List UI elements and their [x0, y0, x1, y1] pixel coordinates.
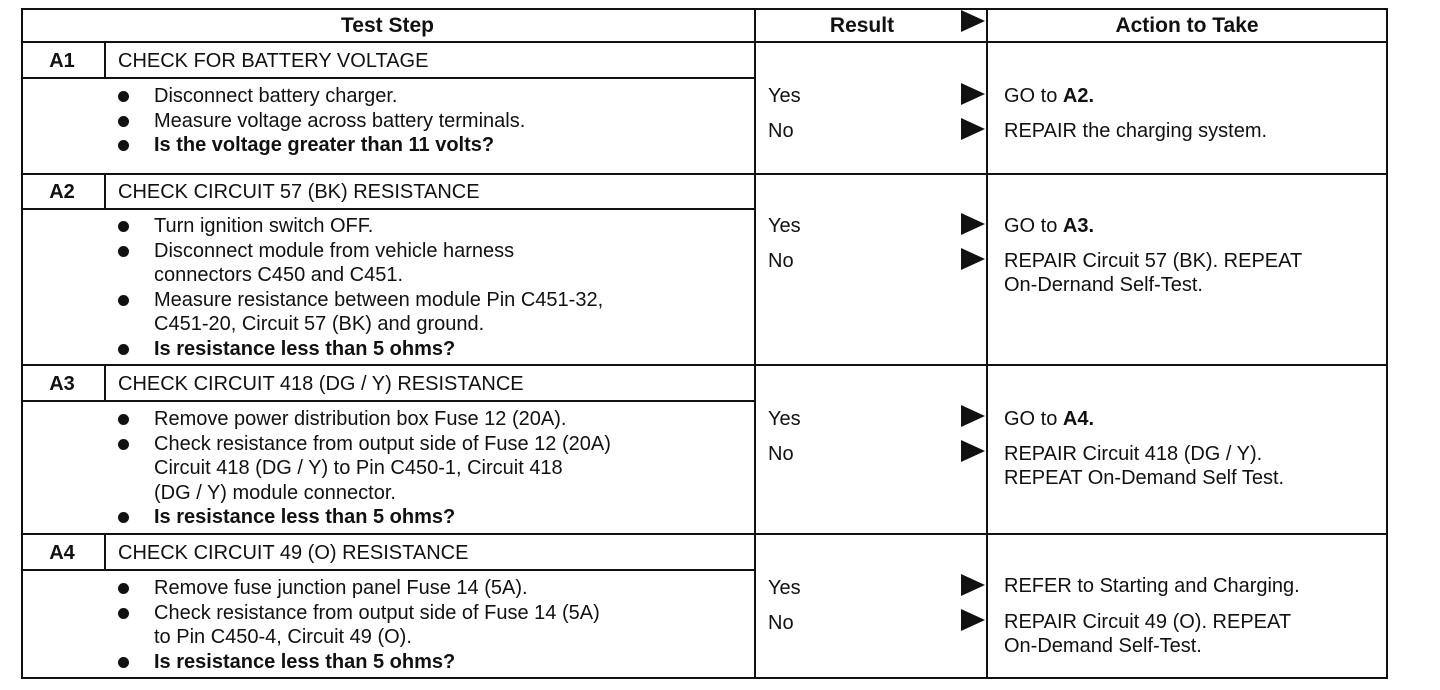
table-left-border	[21, 8, 23, 679]
table-top-border	[21, 8, 1388, 10]
bullet-icon	[118, 657, 129, 668]
action-yes: REFER to Starting and Charging.	[1004, 575, 1300, 597]
step-id: A2	[49, 181, 75, 203]
list-item: Turn ignition switch OFF.	[112, 214, 752, 239]
step-bottom-border	[21, 173, 1388, 175]
table-right-border	[1386, 8, 1388, 679]
step-id: A1	[49, 50, 75, 72]
step-id-divider	[104, 366, 106, 400]
step-bullet-list	[112, 576, 752, 674]
action-yes: GO to A4.	[1004, 408, 1095, 430]
step-id: A3	[49, 373, 75, 395]
table-bottom-border	[21, 677, 1388, 679]
result-no: No	[768, 612, 794, 634]
list-item: Check resistance from output side of Fuse 14 (5A) to Pin C450-4, Circuit 49 (O).	[112, 601, 752, 650]
step-id: A4	[49, 542, 75, 564]
step-title: CHECK CIRCUIT 57 (BK) RESISTANCE	[118, 181, 480, 203]
action-yes: GO to A3.	[1004, 215, 1095, 237]
arrow-right-icon	[961, 405, 985, 427]
step-id-divider	[104, 535, 106, 569]
action-no: REPAIR the charging system.	[1004, 120, 1268, 142]
arrow-right-icon	[961, 574, 985, 596]
arrow-right-icon	[961, 213, 985, 235]
step-question: Is the voltage greater than 11 volts?	[112, 133, 752, 158]
result-column-left-border	[754, 8, 756, 679]
bullet-icon	[118, 439, 129, 450]
action-no: REPAIR Circuit 57 (BK). REPEAT On-Dernand Self-Test.	[1004, 250, 1303, 296]
bullet-icon	[118, 295, 129, 306]
step-question: Is resistance less than 5 ohms?	[112, 505, 752, 530]
step-question: Is resistance less than 5 ohms?	[112, 337, 752, 362]
result-yes: Yes	[768, 85, 801, 107]
step-bottom-border	[21, 364, 1388, 366]
bullet-icon	[118, 91, 129, 102]
step-title: CHECK FOR BATTERY VOLTAGE	[118, 50, 429, 72]
bullet-icon	[118, 140, 129, 151]
result-yes: Yes	[768, 215, 801, 237]
arrow-right-icon	[961, 248, 985, 270]
bullet-icon	[118, 116, 129, 127]
action-yes: GO to A2.	[1004, 85, 1095, 107]
result-no: No	[768, 443, 794, 465]
step-title: CHECK CIRCUIT 49 (O) RESISTANCE	[118, 542, 469, 564]
result-no: No	[768, 250, 794, 272]
header-action: Action to Take	[1115, 14, 1259, 37]
bullet-icon	[118, 512, 129, 523]
list-item: Check resistance from output side of Fuse 12 (20A) Circuit 418 (DG / Y) to Pin C450-1, Circuit 418 (DG / Y) module connector.	[112, 432, 752, 506]
list-item: Measure voltage across battery terminals.	[112, 109, 752, 134]
step-bottom-border	[21, 533, 1388, 535]
step-bullet-list	[112, 84, 752, 158]
step-bullet-list	[112, 407, 752, 530]
list-item: Remove fuse junction panel Fuse 14 (5A).	[112, 576, 752, 601]
bullet-icon	[118, 221, 129, 232]
arrow-right-icon	[961, 83, 985, 105]
step-title-bottom-border	[21, 400, 756, 402]
result-no: No	[768, 120, 794, 142]
step-question: Is resistance less than 5 ohms?	[112, 650, 752, 675]
arrow-right-icon	[961, 440, 985, 462]
header-result: Result	[829, 14, 895, 37]
list-item: Disconnect battery charger.	[112, 84, 752, 109]
bullet-icon	[118, 608, 129, 619]
action-column-left-border	[986, 8, 988, 679]
bullet-icon	[118, 414, 129, 425]
header-test-step: Test Step	[341, 14, 434, 37]
step-title-bottom-border	[21, 208, 756, 210]
arrow-right-icon	[961, 118, 985, 140]
result-yes: Yes	[768, 577, 801, 599]
result-yes: Yes	[768, 408, 801, 430]
step-title-bottom-border	[21, 569, 756, 571]
step-id-divider	[104, 43, 106, 77]
header-bottom-border	[21, 41, 1388, 43]
bullet-icon	[118, 583, 129, 594]
step-title-bottom-border	[21, 77, 756, 79]
step-bullet-list	[112, 214, 752, 361]
step-title: CHECK CIRCUIT 418 (DG / Y) RESISTANCE	[118, 373, 524, 395]
action-no: REPAIR Circuit 418 (DG / Y). REPEAT On-Demand Self Test.	[1004, 443, 1285, 489]
list-item: Measure resistance between module Pin C451-32, C451-20, Circuit 57 (BK) and ground.	[112, 288, 752, 337]
action-no: REPAIR Circuit 49 (O). REPEAT On-Demand Self-Test.	[1004, 611, 1292, 657]
bullet-icon	[118, 344, 129, 355]
list-item: Disconnect module from vehicle harness connectors C450 and C451.	[112, 239, 752, 288]
arrow-right-icon	[961, 609, 985, 631]
step-id-divider	[104, 175, 106, 208]
list-item: Remove power distribution box Fuse 12 (20A).	[112, 407, 752, 432]
bullet-icon	[118, 246, 129, 257]
header-arrow-icon	[961, 10, 985, 32]
